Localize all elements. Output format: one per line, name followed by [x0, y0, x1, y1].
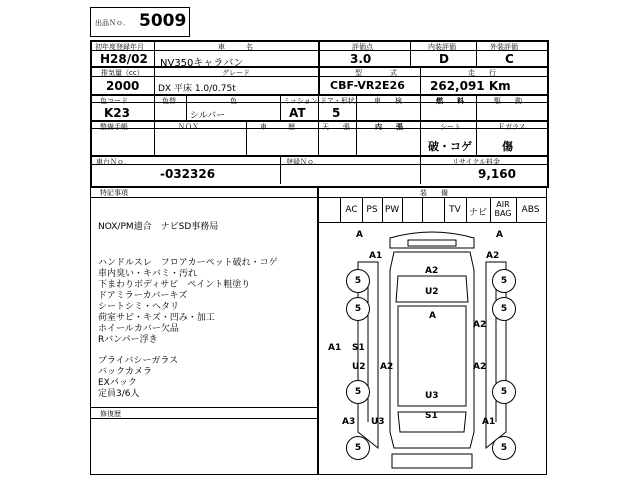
doors-label: ドア・形状: [320, 97, 355, 105]
dmg-a1-left: A1: [369, 251, 383, 261]
tire-ml: 5: [346, 297, 370, 321]
model-value: CBF-VR2E26: [330, 79, 405, 92]
reg-no-label: 登録Ｎｏ．: [286, 158, 321, 166]
lot-box: [90, 7, 190, 37]
tire-fl: 5: [346, 269, 370, 293]
equip-abs: ABS: [521, 205, 540, 215]
mission-label: ミッション: [283, 97, 318, 105]
reg-value: H28/02: [100, 52, 148, 66]
repair-title: 修復歴: [100, 410, 121, 418]
note-item: ドアミラーカバーキズ: [98, 291, 188, 301]
cc-label: 排気量（cc）: [101, 69, 144, 77]
tire-fr: 5: [492, 269, 516, 293]
tire-mr: 5: [492, 297, 516, 321]
dmg-a2-left: A2: [380, 362, 394, 372]
dmg-a2-right-mid: A2: [473, 320, 487, 330]
tire-rl: 5: [346, 380, 370, 404]
inspection-label: 車 検: [374, 97, 402, 105]
dmg-a1-right-low: A1: [482, 417, 496, 427]
dmg-u3-left: U3: [371, 417, 385, 427]
recycle-value: 9,160: [478, 167, 516, 181]
score-value: 3.0: [350, 52, 372, 66]
interior-trim-label: 内 張: [375, 123, 403, 131]
nox-label: ＮＯＸ: [178, 123, 199, 131]
exterior-label: 外装評価: [490, 43, 518, 51]
equip-ac: AC: [345, 205, 358, 215]
equip-pw: PW: [384, 205, 400, 215]
manual-label: 整備手帳: [100, 123, 128, 131]
dmg-a1-left-mid: A1: [328, 343, 342, 353]
dmg-front: A: [356, 230, 363, 240]
note-item: プライバシーガラス: [98, 356, 179, 366]
fuel-label: 燃 料: [436, 97, 464, 105]
note-item: 定員3/6人: [98, 389, 140, 399]
name-value: NV350キャラバン: [160, 58, 244, 69]
notes-title: 特記事項: [100, 189, 128, 197]
note-item: ホイールカバー欠品: [98, 324, 179, 334]
note-item: 車内臭い・キバミ・汚れ: [98, 269, 198, 279]
lot-number: 5009: [139, 11, 187, 31]
chassis-label: 車台Ｎｏ．: [96, 158, 131, 166]
name-label: 車 名: [218, 43, 253, 51]
color-label: 色: [230, 97, 237, 105]
color-value: シルバー: [190, 111, 226, 121]
dmg-a2-hood: A2: [425, 266, 439, 276]
note-item: 下まわりボディサビ ペイント粗塗り: [98, 280, 251, 290]
dmg-roof: A: [429, 311, 436, 321]
drive-label: 駆 動: [494, 97, 522, 105]
lot-label: 出品Ｎｏ．: [95, 19, 130, 27]
doors-value: 5: [332, 106, 341, 120]
reg-label: 初年度登録年月: [95, 43, 144, 51]
note-line1: NOX/PM適合 ナビSD事務局: [98, 222, 219, 232]
tire-rr: 5: [492, 380, 516, 404]
grade-label: グレード: [222, 69, 250, 77]
color-code-value: K23: [104, 106, 130, 120]
mileage-value: 262,091 Km: [430, 79, 511, 93]
glass-label: Ｆガラス: [498, 123, 526, 131]
chassis-value: -032326: [160, 167, 216, 181]
note-item: ハンドルスレ フロアカーペット破れ・コゲ: [98, 258, 278, 268]
tire-spare-r: 5: [492, 436, 516, 460]
exterior-value: C: [505, 52, 514, 66]
mission-value: AT: [289, 106, 306, 120]
model-label: 型 式: [355, 69, 397, 77]
color-code-label: 色コード: [100, 97, 128, 105]
note-item: 荷室サビ・キズ・凹み・加工: [98, 313, 215, 323]
dmg-a2-right-low: A2: [473, 362, 487, 372]
dmg-s1-rear: S1: [425, 411, 438, 421]
interior-value: D: [439, 52, 449, 66]
dmg-a2-right-top: A2: [486, 251, 500, 261]
dmg-a3: A3: [342, 417, 356, 427]
ceiling-label: 天 張: [322, 123, 350, 131]
equip-tv: TV: [449, 205, 461, 215]
note-item: シートシミ・ヘタリ: [98, 302, 180, 312]
history-label: 車 歴: [260, 123, 295, 131]
grade-value: DX 平床 1.0/0.75t: [158, 84, 236, 94]
score-label: 評価点: [352, 43, 373, 51]
equip-airbag: AIR BAG: [494, 200, 512, 218]
glass-value: 傷: [502, 140, 513, 153]
note-item: Rバンパー浮き: [98, 335, 158, 345]
dmg-u2-hood: U2: [425, 287, 439, 297]
equip-navi: ナビ: [468, 208, 487, 218]
color-change-label: 色替: [162, 97, 176, 105]
seat-value: 破・コゲ: [428, 140, 472, 153]
dmg-front-right: A: [496, 230, 503, 240]
note-item: EXパック: [98, 378, 137, 388]
equip-ps: PS: [366, 205, 378, 215]
dmg-s1-left: S1: [352, 343, 365, 353]
dmg-u2-left: U2: [352, 362, 366, 372]
dmg-u3-rear: U3: [425, 391, 439, 401]
seat-label: シート: [440, 123, 461, 131]
tire-spare-l: 5: [346, 436, 370, 460]
recycle-label: リサイクル料金: [452, 158, 501, 166]
note-item: バックカメラ: [98, 367, 153, 377]
mileage-label: 走 行: [468, 69, 496, 77]
equipment-title: 装 備: [420, 189, 448, 197]
interior-label: 内装評価: [428, 43, 456, 51]
cc-value: 2000: [106, 79, 140, 93]
